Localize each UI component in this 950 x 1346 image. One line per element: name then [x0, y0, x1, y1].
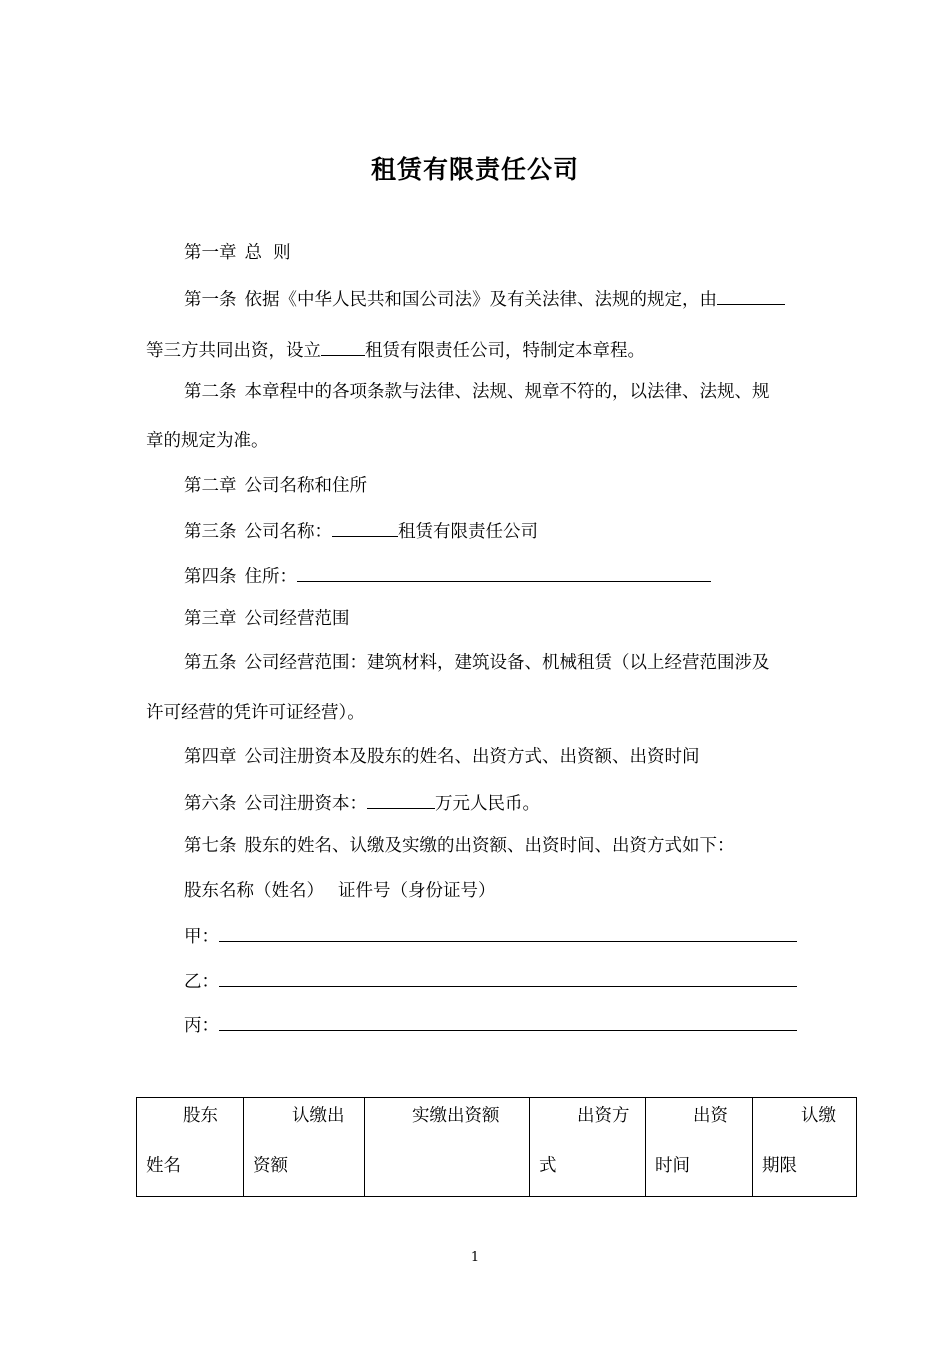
- shareholder-row: [184, 968, 797, 994]
- article-number: 第七条: [184, 836, 237, 856]
- chapter-number: 第三章: [184, 609, 237, 629]
- article-6-label: 公司注册资本：: [244, 794, 367, 814]
- shareholder-list-header: [184, 879, 496, 903]
- article-number: 第四条: [184, 567, 237, 587]
- header-line-2: 时间: [655, 1156, 690, 1176]
- article-3-label: 公司名称：: [244, 522, 332, 542]
- chapter-1-heading: [184, 241, 291, 265]
- table-header-cell: [530, 1098, 646, 1197]
- table-header-cell: [137, 1098, 244, 1197]
- table-header-cell: [365, 1098, 530, 1197]
- shareholder-b-blank[interactable]: [219, 968, 797, 987]
- header-line-1: 出资: [693, 1106, 728, 1126]
- article-1-line-1: [184, 286, 785, 312]
- article-number: 第三条: [184, 522, 237, 542]
- article-1-line-2: [146, 337, 645, 363]
- chapter-name: 总 则: [244, 243, 291, 263]
- article-7-text: 股东的姓名、认缴及实缴的出资额、出资时间、出资方式如下：: [244, 836, 735, 856]
- article-number: 第一条: [184, 290, 237, 310]
- chapter-number: 第一章: [184, 243, 237, 263]
- header-line-1: 股东: [183, 1106, 218, 1126]
- shareholder-id-header: 证件号（身份证号）: [338, 881, 496, 901]
- document-title: 租赁有限责任公司: [370, 155, 579, 184]
- chapter-4-heading: [184, 745, 700, 769]
- article-number: 第二条: [184, 382, 237, 402]
- article-4: [184, 563, 711, 589]
- article-5-text-1: 公司经营范围：建筑材料，建筑设备、机械租赁（以上经营范围涉及: [244, 653, 770, 673]
- investors-blank[interactable]: [717, 286, 785, 305]
- article-3: [184, 518, 538, 544]
- chapter-2-heading: [184, 474, 367, 498]
- header-line-1: 认缴: [801, 1106, 836, 1126]
- header-line-2: 姓名: [146, 1156, 181, 1176]
- shareholder-label: 甲：: [184, 927, 219, 947]
- table-header-cell: [646, 1098, 753, 1197]
- header-line-2: 式: [539, 1156, 557, 1176]
- chapter-3-heading: [184, 607, 350, 631]
- article-5-line-1: [184, 651, 770, 675]
- company-name-blank[interactable]: [332, 518, 398, 537]
- article-1-text-1: 依据《中华人民共和国公司法》及有关法律、法规的规定，由: [244, 290, 717, 310]
- article-2-line-2: [146, 429, 269, 453]
- table-header-cell: [753, 1098, 857, 1197]
- article-2-text-1: 本章程中的各项条款与法律、法规、规章不符的，以法律、法规、规: [244, 382, 770, 402]
- contribution-table: [136, 1097, 857, 1197]
- shareholder-c-blank[interactable]: [219, 1012, 797, 1031]
- shareholder-label: 丙：: [184, 1016, 219, 1036]
- article-1-text-3: 租赁有限责任公司，特制定本章程。: [365, 341, 645, 361]
- chapter-name: 公司名称和住所: [244, 476, 367, 496]
- page-number: 1: [470, 1250, 480, 1265]
- article-5-line-2: [146, 701, 365, 725]
- header-line-1: 认缴出: [292, 1106, 345, 1126]
- article-4-label: 住所：: [244, 567, 297, 587]
- chapter-number: 第二章: [184, 476, 237, 496]
- header-line-2: 期限: [762, 1156, 797, 1176]
- shareholder-label: 乙：: [184, 972, 219, 992]
- article-2-line-1: [184, 380, 770, 404]
- table-header-cell: [244, 1098, 365, 1197]
- registered-capital-blank[interactable]: [367, 790, 435, 809]
- header-line-1: 出资方: [577, 1106, 630, 1126]
- article-5-text-2: 许可经营的凭许可证经营）。: [146, 703, 365, 723]
- article-1-text-2: 等三方共同出资，设立: [146, 341, 321, 361]
- article-number: 第六条: [184, 794, 237, 814]
- shareholder-name-header: 股东名称（姓名）: [184, 881, 324, 901]
- shareholder-row: [184, 923, 797, 949]
- chapter-name: 公司注册资本及股东的姓名、出资方式、出资额、出资时间: [244, 747, 700, 767]
- address-blank[interactable]: [297, 563, 711, 582]
- article-3-suffix: 租赁有限责任公司: [398, 522, 538, 542]
- article-6: [184, 790, 540, 816]
- article-6-suffix: 万元人民币。: [435, 794, 540, 814]
- header-line-1: 实缴出资额: [412, 1106, 500, 1126]
- article-2-text-2: 章的规定为准。: [146, 431, 269, 451]
- chapter-number: 第四章: [184, 747, 237, 767]
- article-number: 第五条: [184, 653, 237, 673]
- company-prefix-blank[interactable]: [321, 337, 365, 356]
- shareholder-a-blank[interactable]: [219, 923, 797, 942]
- shareholder-row: [184, 1012, 797, 1038]
- header-line-2: 资额: [253, 1156, 288, 1176]
- chapter-name: 公司经营范围: [244, 609, 350, 629]
- article-7: [184, 834, 735, 858]
- table-header-row: [137, 1098, 857, 1197]
